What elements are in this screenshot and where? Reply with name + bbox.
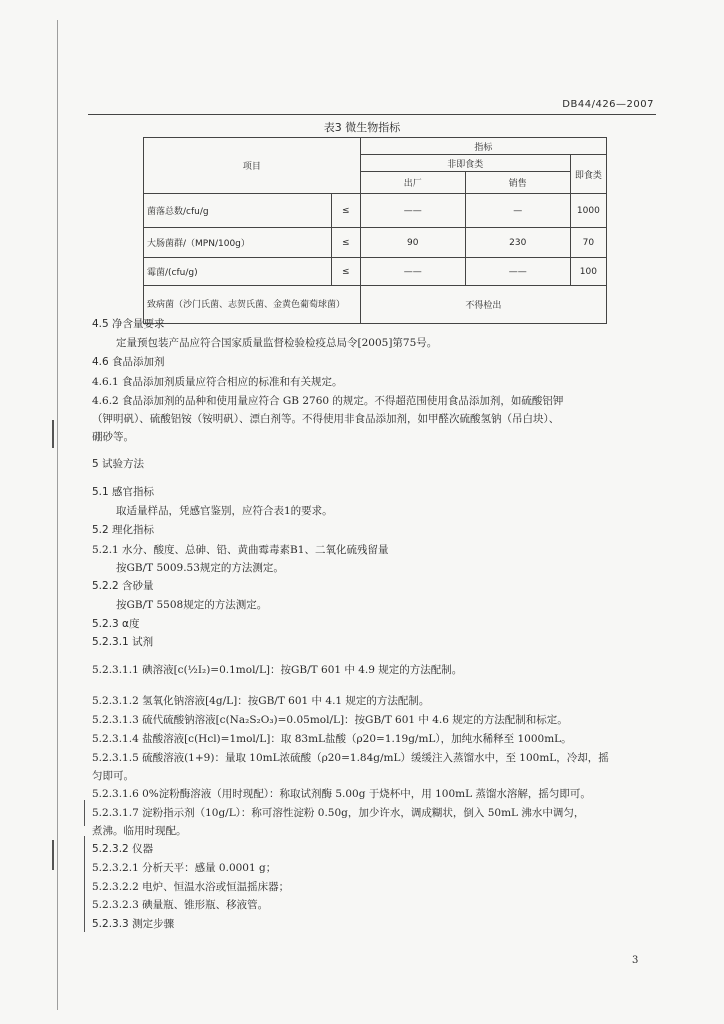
paragraph: 5.2.3.2.1 分析天平：感量 0.0001 g； (92, 862, 277, 874)
row-factory: —— (360, 194, 465, 228)
col-item-header: 项目 (144, 138, 361, 194)
section-heading: 5.2 理化指标 (92, 524, 155, 536)
section-heading: 5.2.3.1 试剂 (92, 636, 154, 648)
row-symbol: ≤ (331, 194, 360, 228)
pathogen-value: 不得检出 (360, 286, 606, 324)
microbial-index-table (143, 137, 607, 324)
section-heading: 4.6 食品添加剂 (92, 356, 165, 368)
paragraph: 5.2.3.1.7 淀粉指示剂（10g/L）：称可溶性淀粉 0.50g，加少许水，调成糊状，倒入 50mL 沸水中调匀， (92, 807, 585, 819)
scan-margin-line (57, 20, 58, 1010)
section-heading: 5.2.3.2 仪器 (92, 843, 154, 855)
row-sale: — (465, 194, 570, 228)
row-ready: 1000 (570, 194, 606, 228)
col-index-header: 指标 (360, 138, 606, 155)
paragraph: 4.6.1 食品添加剂质量应符合相应的标准和有关规定。 (92, 376, 343, 388)
row-symbol: ≤ (331, 258, 360, 286)
row-item: 菌落总数/cfu/g (144, 194, 332, 228)
paragraph: 匀即可。 (92, 770, 134, 782)
col-factory-header: 出厂 (360, 172, 465, 194)
section-heading: 5.2.3 α度 (92, 618, 140, 630)
col-non-ready-header: 非即食类 (360, 155, 570, 172)
section-heading: 5.1 感官指标 (92, 486, 155, 498)
doc-code: DB44/426—2007 (562, 99, 654, 110)
paragraph: 5.2.3.1.1 碘溶液[c(½I₂)=0.1mol/L]：按GB/T 601 中 4.9 规定的方法配制。 (92, 664, 463, 676)
paragraph: （钾明矾）、硫酸铝铵（铵明矾）、漂白剂等。不得使用非食品添加剂，如甲醛次硫酸氢钠（吊白块）、 (92, 413, 560, 425)
paragraph: 按GB/T 5009.53规定的方法测定。 (116, 562, 284, 574)
paragraph: 硼砂等。 (92, 431, 134, 443)
pathogen-label: 致病菌（沙门氏菌、志贺氏菌、金黄色葡萄球菌） (144, 286, 361, 324)
section-heading: 5 试验方法 (92, 458, 145, 470)
col-sale-header: 销售 (465, 172, 570, 194)
table-title: 表3 微生物指标 (323, 121, 401, 134)
row-factory: 90 (360, 228, 465, 258)
paragraph: 煮沸。临用时现配。 (92, 825, 187, 837)
page-number: 3 (632, 955, 639, 966)
table-row (144, 228, 607, 258)
row-ready: 70 (570, 228, 606, 258)
section-heading: 5.2.3.3 测定步骤 (92, 918, 175, 930)
paragraph: 取适量样品，凭感官鉴别，应符合表1的要求。 (116, 505, 333, 517)
section-heading: 5.2.2 含砂量 (92, 580, 154, 592)
table-row (144, 286, 607, 324)
paragraph: 5.2.3.1.2 氢氧化钠溶液[4g/L]：按GB/T 601 中 4.1 规定的方法配制。 (92, 695, 430, 707)
paragraph: 定量预包装产品应符合国家质量监督检验检疫总局令[2005]第75号。 (116, 337, 438, 349)
margin-bracket (84, 800, 90, 826)
paragraph: 5.2.3.1.6 0%淀粉酶溶液（用时现配）：称取试剂酶 5.00g 于烧杯中，用 100mL 蒸馏水溶解，摇匀即可。 (92, 788, 591, 800)
paragraph: 5.2.3.1.4 盐酸溶液[c(Hcl)=1mol/L]：取 83mL盐酸（ρ20=1.19g/mL），加纯水稀释至 1000mL。 (92, 733, 572, 745)
scan-margin-line (52, 420, 54, 448)
table-row (144, 194, 607, 228)
row-symbol: ≤ (331, 228, 360, 258)
paragraph: 5.2.3.2.2 电炉、恒温水浴或恒温摇床器； (92, 881, 290, 893)
paragraph: 5.2.3.1.3 硫代硫酸钠溶液[c(Na₂S₂O₃)=0.05mol/L]：按GB/T 601 中 4.6 规定的方法配制和标定。 (92, 714, 568, 726)
margin-bracket (84, 836, 90, 932)
header-rule (88, 114, 656, 115)
row-sale: —— (465, 258, 570, 286)
paragraph: 5.2.3.1.5 硫酸溶液(1+9)：量取 10mL浓硫酸（ρ20=1.84g/mL）缓缓注入蒸馏水中，至 100mL，冷却，摇 (92, 752, 609, 764)
scan-margin-line (52, 840, 54, 870)
row-factory: —— (360, 258, 465, 286)
section-heading: 4.5 净含量要求 (92, 318, 165, 330)
row-sale: 230 (465, 228, 570, 258)
row-item: 大肠菌群/（MPN/100g） (144, 228, 332, 258)
row-ready: 100 (570, 258, 606, 286)
paragraph: 5.2.1 水分、酸度、总砷、铅、黄曲霉毒素B1、二氧化硫残留量 (92, 544, 389, 556)
paragraph: 5.2.3.2.3 碘量瓶、锥形瓶、移液管。 (92, 899, 269, 911)
paragraph: 4.6.2 食品添加剂的品种和使用量应符合 GB 2760 的规定。不得超范围使用食品添加剂，如硫酸铝钾 (92, 395, 564, 407)
row-item: 霉菌/(cfu/g) (144, 258, 332, 286)
col-ready-header: 即食类 (570, 155, 606, 194)
paragraph: 按GB/T 5508规定的方法测定。 (116, 599, 268, 611)
table-row (144, 258, 607, 286)
